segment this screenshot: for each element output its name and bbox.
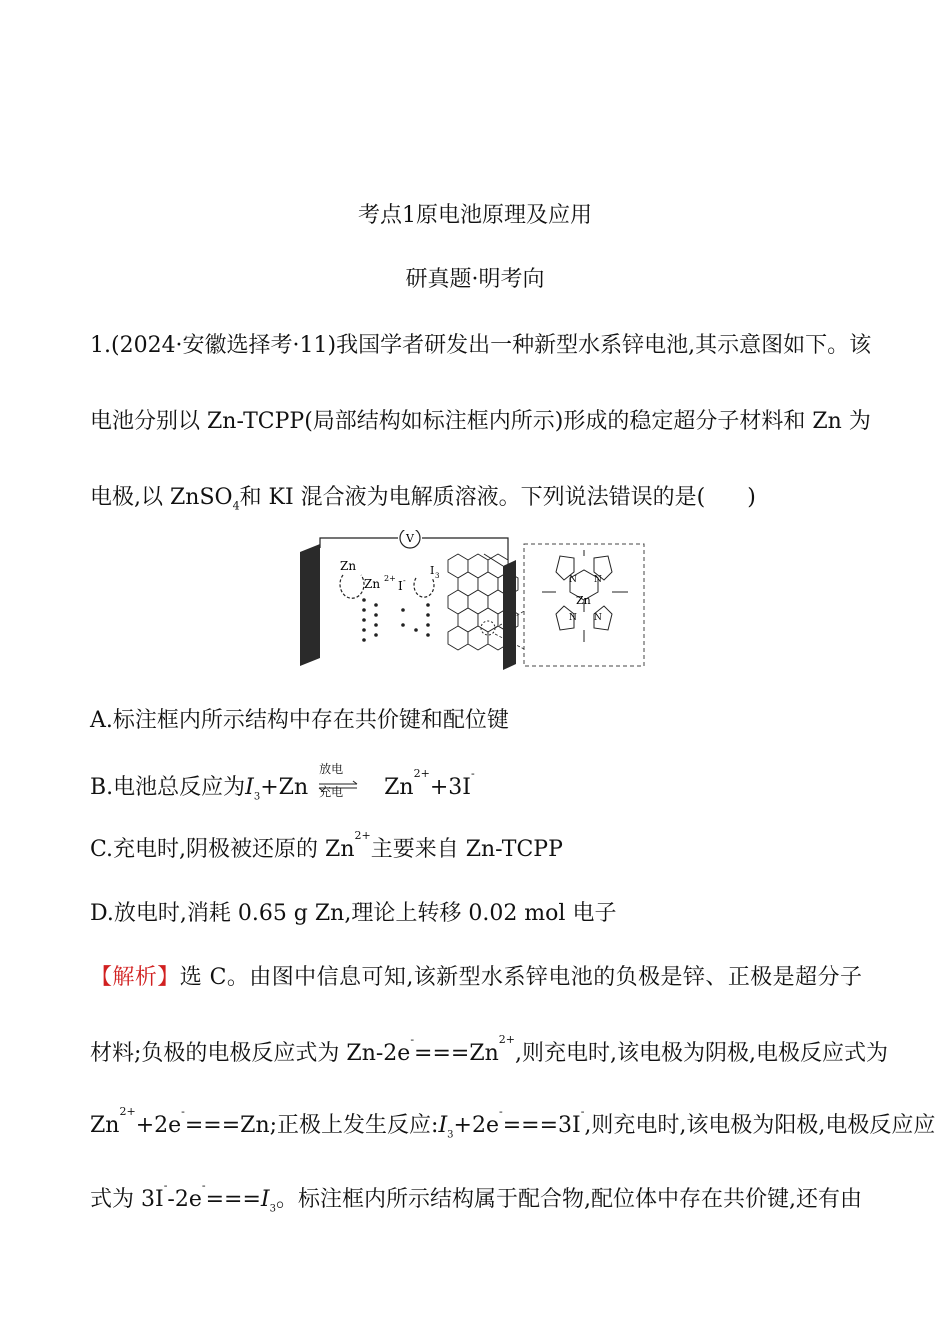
svg-text:I: I — [430, 564, 435, 577]
question-line-3 — [90, 480, 862, 512]
option-b-right: Zn — [384, 775, 414, 800]
composite-electrode — [503, 560, 516, 670]
battery-diagram — [298, 530, 648, 672]
option-b-prefix: B.电池总反应为 — [90, 775, 246, 800]
svg-text:N: N — [594, 613, 602, 623]
svg-text:N: N — [569, 575, 577, 585]
section-subtitle: 研真题·明考向 — [405, 267, 545, 292]
q3-sub: 4 — [232, 499, 240, 513]
svg-text:2+: 2+ — [384, 574, 396, 583]
analysis-line-3: $Zn^{2+}+2e^-===Zn$;正极上发生反应$:I_3+2e^-===3I^-$,则充电时,该电极为阳极,电极反应应 — [90, 1105, 936, 1141]
option-a: A.标注框内所示结构中存在共价键和配位键 — [90, 708, 509, 733]
q3-a: 电极,以 ZnSO — [90, 485, 233, 510]
analysis-line-4: 式为 $3I^--2e^-===I_3$。标注框内所示结构属于配合物,配位体中存在共价键,还有由 — [90, 1179, 862, 1215]
svg-text:Zn: Zn — [576, 594, 591, 607]
option-d: D.放电时,消耗 0.65 g Zn,理论上转移 0.02 mol 电子 — [90, 901, 617, 926]
i3-symbol: I — [245, 775, 254, 800]
q3-b: 和 KI 混合液为电解质溶液。下列说法错误的是( — [239, 485, 706, 510]
option-b: B.电池总反应为$I_3+Zn$ 放电 充电 $Zn^{2+}+3I^-$ — [90, 762, 475, 803]
svg-text:Zn: Zn — [364, 577, 381, 591]
analysis-tag: 【解析】 — [90, 965, 180, 990]
option-c: C.充电时,阴极被还原的 $Zn^{2+}$主要来自 Zn-TCPP — [90, 829, 563, 862]
equilibrium-arrow: 放电 充电 — [317, 776, 369, 798]
external-wire — [320, 538, 398, 548]
option-b-mid: +Zn — [260, 775, 309, 800]
analysis-line-1: 【解析】选 C。由图中信息可知,该新型水系锌电池的负极是锌、正极是超分子 — [90, 965, 862, 990]
page-title: 考点1原电池原理及应用 — [358, 203, 592, 228]
question-line-1: 1.(2024·安徽选择考·11)我国学者研发出一种新型水系锌电池,其示意图如下。该 — [90, 333, 872, 358]
svg-text:Zn: Zn — [340, 559, 357, 573]
question-line-2: 电池分别以 Zn-TCPP(局部结构如标注框内所示)形成的稳定超分子材料和 Zn 为 — [90, 409, 871, 434]
q3-c: ) — [747, 485, 756, 510]
svg-text:-: - — [403, 576, 406, 585]
svg-text:N: N — [594, 575, 602, 585]
svg-text:V: V — [406, 532, 414, 545]
svg-text:N: N — [569, 613, 577, 623]
svg-text:3: 3 — [435, 572, 440, 580]
zinc-electrode — [300, 544, 320, 666]
option-b-right2: +3I — [429, 775, 471, 800]
analysis-line-2: 材料;负极的电极反应式为 $Zn-2e^-===Zn^{2+}$,则充电时,该电极为阴极,电极反应式为 — [90, 1033, 888, 1066]
svg-text:I: I — [398, 579, 403, 593]
